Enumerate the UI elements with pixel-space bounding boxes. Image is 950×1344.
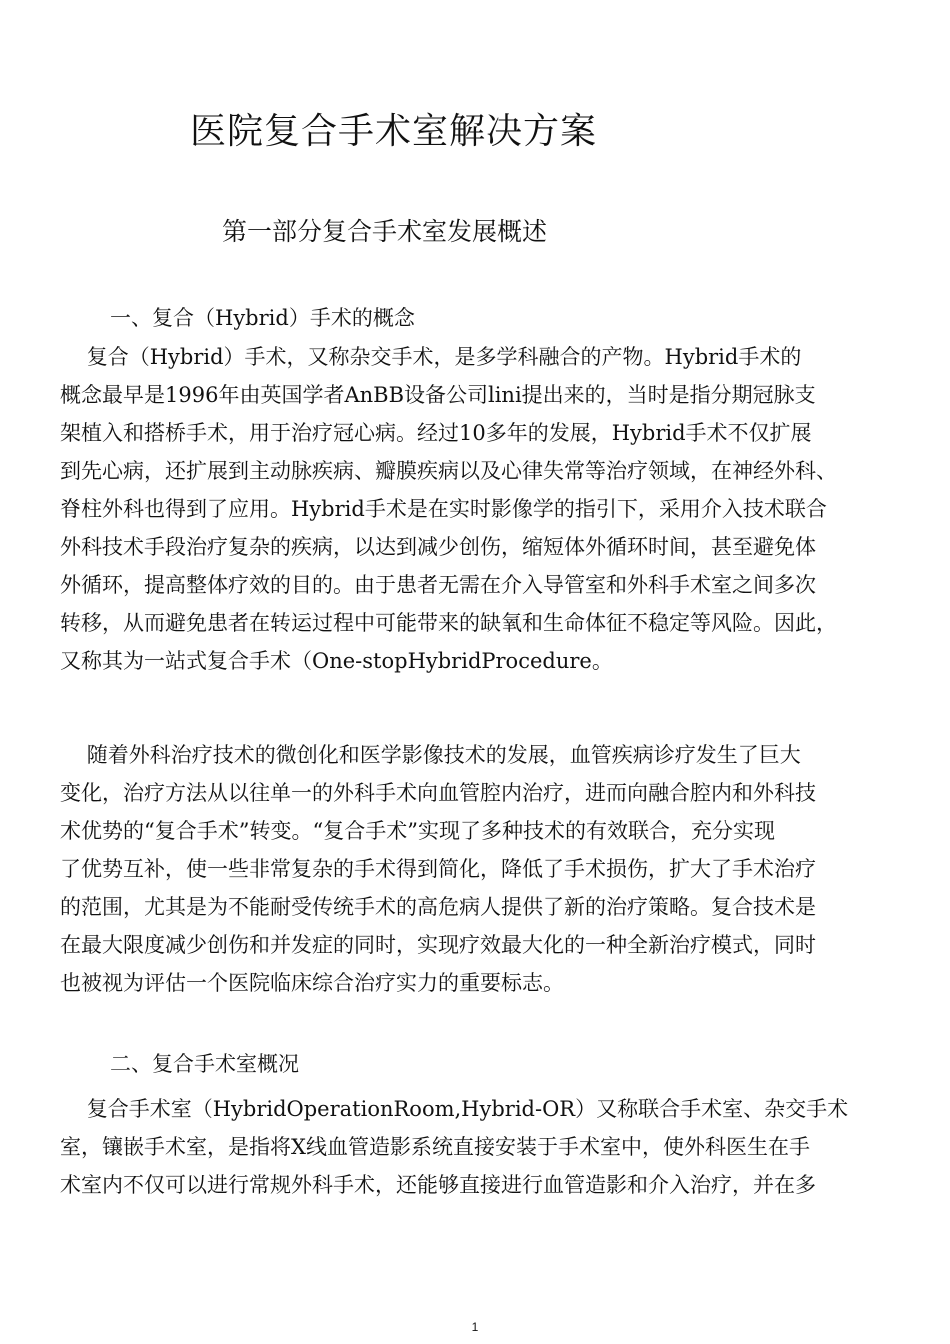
paragraph-line: 变化，治疗方法从以往单一的外科手术向血管腔内治疗，进而向融合腔内和外科技 — [60, 781, 816, 805]
section-heading-1: 一、复合（Hybrid）手术的概念 — [110, 306, 415, 330]
paragraph-line: 脊柱外科也得到了应用。Hybrid手术是在实时影像学的指引下，采用介入技术联合 — [60, 497, 827, 521]
paragraph-2 — [60, 736, 920, 1002]
paragraph-line: 复合（Hybrid）手术，又称杂交手术，是多学科融合的产物。Hybrid手术的 — [60, 345, 802, 369]
paragraph-line: 室，镶嵌手术室，是指将X线血管造影系统直接安装于手术室中，使外科医生在手 — [60, 1135, 810, 1159]
section-heading-2: 二、复合手术室概况 — [110, 1052, 299, 1076]
paragraph-3 — [60, 1090, 920, 1204]
paragraph-line: 也被视为评估一个医院临床综合治疗实力的重要标志。 — [60, 971, 564, 995]
paragraph-line: 随着外科治疗技术的微创化和医学影像技术的发展，血管疾病诊疗发生了巨大 — [60, 743, 801, 767]
page-number: 1 — [471, 1320, 479, 1334]
paragraph-line: 的范围，尤其是为不能耐受传统手术的高危病人提供了新的治疗策略。复合技术是 — [60, 895, 816, 919]
paragraph-line: 术室内不仅可以进行常规外科手术，还能够直接进行血管造影和介入治疗，并在多 — [60, 1173, 816, 1197]
paragraph-1 — [60, 338, 920, 680]
paragraph-line: 在最大限度减少创伤和并发症的同时，实现疗效最大化的一种全新治疗模式，同时 — [60, 933, 816, 957]
paragraph-line: 了优势互补，使一些非常复杂的手术得到简化，降低了手术损伤，扩大了手术治疗 — [60, 857, 816, 881]
paragraph-line: 外科技术手段治疗复杂的疾病，以达到减少创伤，缩短体外循环时间，甚至避免体 — [60, 535, 816, 559]
paragraph-line: 转移，从而避免患者在转运过程中可能带来的缺氧和生命体征不稳定等风险。因此， — [60, 611, 837, 635]
paragraph-line: 概念最早是1996年由英国学者AnBB设备公司lini提出来的，当时是指分期冠脉支 — [60, 383, 816, 407]
paragraph-line: 到先心病，还扩展到主动脉疾病、瓣膜疾病以及心律失常等治疗领域，在神经外科、 — [60, 459, 837, 483]
part-title: 第一部分复合手术室发展概述 — [222, 217, 548, 246]
paragraph-line: 架植入和搭桥手术，用于治疗冠心病。经过10多年的发展，Hybrid手术不仅扩展 — [60, 421, 812, 445]
paragraph-line: 又称其为一站式复合手术（One-stopHybridProcedure。 — [60, 649, 613, 673]
document-title: 医院复合手术室解决方案 — [190, 111, 598, 152]
paragraph-line: 外循环，提高整体疗效的目的。由于患者无需在介入导管室和外科手术室之间多次 — [60, 573, 816, 597]
paragraph-line: 复合手术室（HybridOperationRoom,Hybrid-OR）又称联合手术室、杂交手术 — [60, 1097, 849, 1121]
paragraph-line: 术优势的“复合手术”转变。“复合手术”实现了多种技术的有效联合，充分实现 — [60, 819, 775, 843]
